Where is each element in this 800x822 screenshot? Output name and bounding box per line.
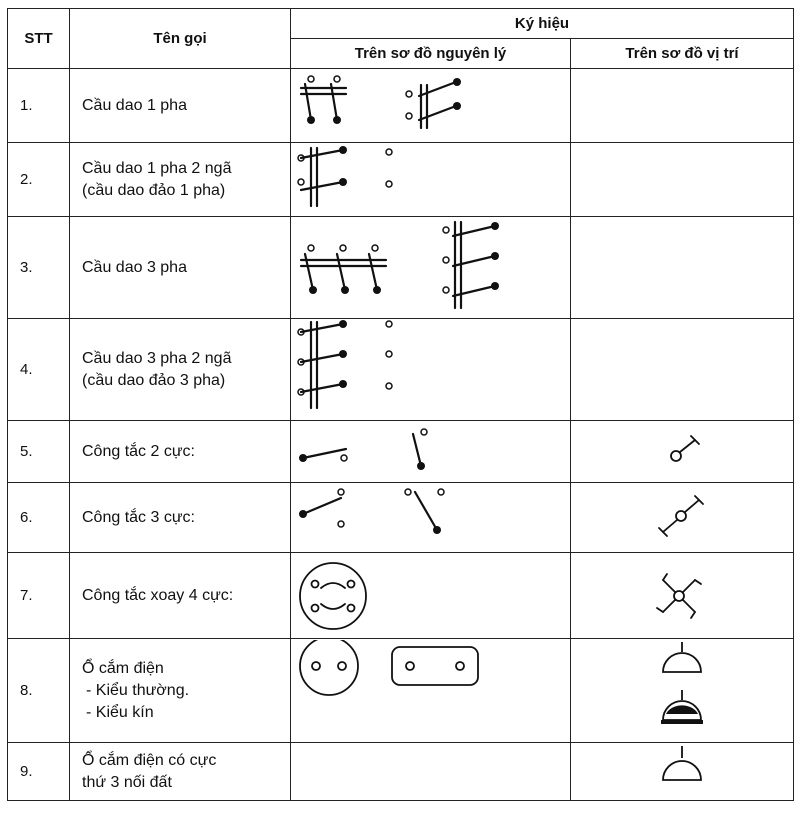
row-name	[70, 421, 291, 483]
row-name	[70, 319, 291, 421]
table-row	[8, 217, 794, 319]
row-name	[70, 217, 291, 319]
row-name	[70, 483, 291, 553]
row-name-line: (cầu dao đảo 1 pha)	[82, 181, 226, 199]
row-stt: 9.	[8, 743, 70, 801]
location-symbol-cell	[571, 421, 794, 483]
table-row	[8, 143, 794, 217]
row-stt: 3.	[8, 217, 70, 319]
socket-sealed-icon	[392, 647, 478, 685]
header-ten-goi: Tên gọi	[70, 9, 291, 69]
principle-symbol-cell	[291, 69, 571, 143]
principle-symbol-cell	[291, 217, 571, 319]
principle-symbol-cell	[291, 143, 571, 217]
1-pole-knife-switch-icon	[291, 70, 571, 142]
location-symbol-cell	[571, 553, 794, 639]
table-row	[8, 483, 794, 553]
row-stt: 1.	[8, 69, 70, 143]
row-name	[70, 743, 291, 801]
principle-symbol-cell	[291, 553, 571, 639]
row-name-line: Cầu dao 3 pha 2 ngã	[82, 349, 232, 367]
row-name-line: Công tắc 3 cực:	[82, 508, 195, 526]
location-symbol-cell	[571, 319, 794, 421]
row-name-line: - Kiểu kín	[86, 703, 154, 721]
row-stt: 6.	[8, 483, 70, 553]
location-symbol-cell	[571, 143, 794, 217]
3-pole-double-throw-switch-icon	[291, 320, 571, 420]
table-row	[8, 639, 794, 743]
header-stt: STT	[8, 9, 70, 69]
location-symbol-cell	[571, 743, 794, 801]
2-pole-switch-icon	[291, 422, 571, 482]
row-name-line: Công tắc xoay 4 cực:	[82, 586, 234, 604]
row-stt: 8.	[8, 639, 70, 743]
row-name-line: Ổ cắm điện có cực	[82, 751, 217, 769]
location-symbol-cell	[571, 483, 794, 553]
socket-normal-icon	[300, 640, 358, 695]
row-name	[70, 69, 291, 143]
row-name-line: Cầu dao 1 pha 2 ngã	[82, 159, 232, 177]
row-name-line: Cầu dao 1 pha	[82, 96, 187, 114]
principle-symbol-cell	[291, 743, 571, 801]
3-pole-switch-location-icon	[571, 484, 794, 552]
row-name-line: thứ 3 nối đất	[82, 773, 172, 791]
2-pole-switch-location-icon	[571, 422, 794, 482]
table-row	[8, 743, 794, 801]
row-name-line: - Kiểu thường.	[86, 681, 190, 699]
electrical-symbols-table	[7, 8, 794, 801]
location-symbol-cell	[571, 217, 794, 319]
3-pole-switch-icon	[291, 484, 571, 552]
row-stt: 2.	[8, 143, 70, 217]
socket-symbols-icon	[291, 640, 571, 742]
table-row	[8, 69, 794, 143]
row-name	[70, 639, 291, 743]
row-stt: 5.	[8, 421, 70, 483]
location-symbol-cell	[571, 639, 794, 743]
1-pole-double-throw-switch-icon	[291, 144, 571, 216]
table-row	[8, 319, 794, 421]
header-vi-tri: Trên sơ đồ vị trí	[571, 39, 794, 69]
row-name-line: Ổ cắm điện	[82, 659, 164, 677]
principle-symbol-cell	[291, 483, 571, 553]
3-pole-knife-switch-icon	[291, 218, 571, 318]
table-row	[8, 421, 794, 483]
row-name	[70, 143, 291, 217]
4-pole-rotary-switch-icon	[291, 554, 571, 638]
row-name-line: Cầu dao 3 pha	[82, 258, 187, 276]
principle-symbol-cell	[291, 639, 571, 743]
grounded-socket-location-icon	[571, 744, 794, 800]
row-stt: 7.	[8, 553, 70, 639]
principle-symbol-cell	[291, 421, 571, 483]
row-name-line: (cầu dao đảo 3 pha)	[82, 371, 226, 389]
header-nguyen-ly: Trên sơ đồ nguyên lý	[291, 39, 571, 69]
row-stt: 4.	[8, 319, 70, 421]
location-symbol-cell	[571, 69, 794, 143]
row-name	[70, 553, 291, 639]
symbol-table-wrapper	[7, 8, 794, 801]
row-name-line: Công tắc 2 cực:	[82, 442, 195, 460]
table-row	[8, 553, 794, 639]
4-pole-rotary-switch-location-icon	[571, 554, 794, 638]
header-ky-hieu: Ký hiệu	[291, 9, 794, 39]
socket-location-icon	[571, 640, 794, 742]
principle-symbol-cell	[291, 319, 571, 421]
